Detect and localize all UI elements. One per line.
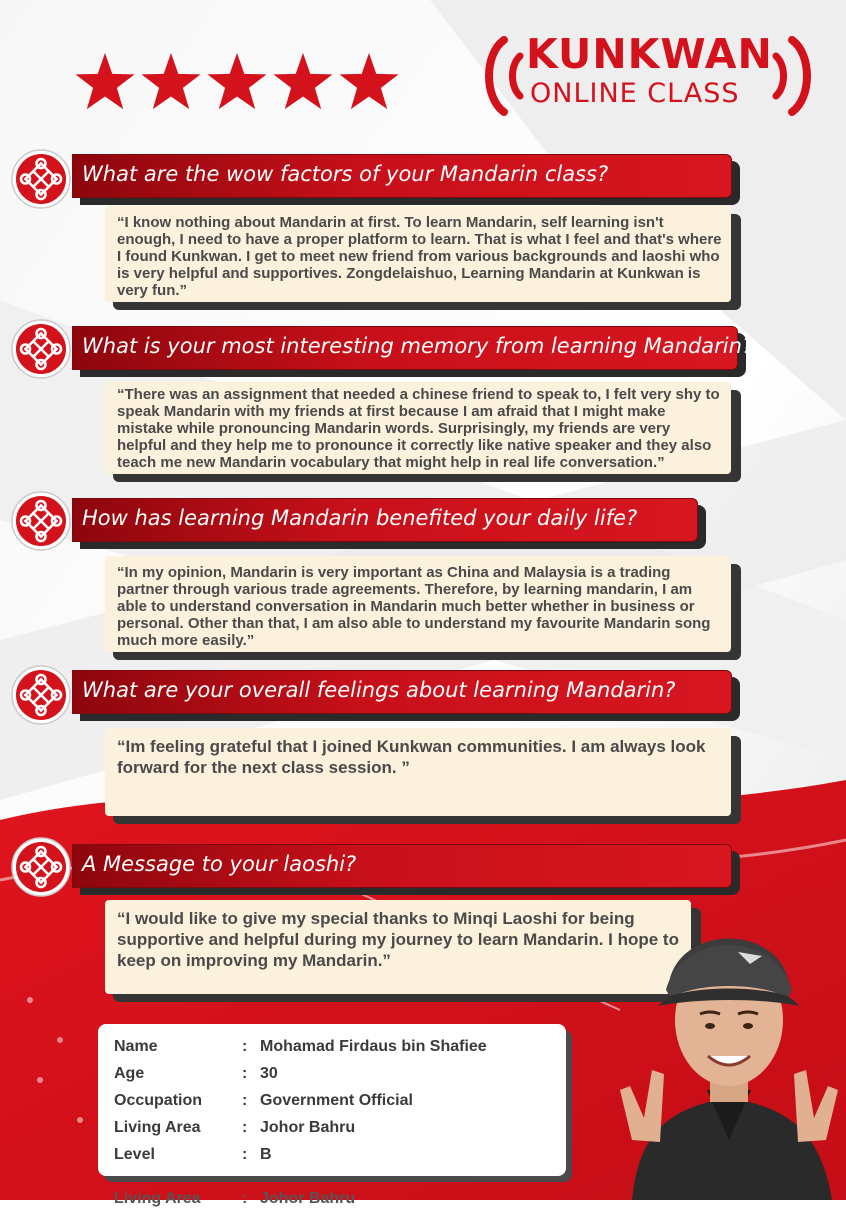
- profile-card: Name : Mohamad Firdaus bin Shafiee Age : 30 Occupation : Government Official Living Area : Johor Bahru Level : B: [98, 1024, 566, 1176]
- answer-text: “I would like to give my special thanks to Minqi Laoshi for being supportive and helpful during my journey to learn Mandarin. I hope to keep on improving my Mandarin.”: [117, 909, 679, 970]
- question-bar: [72, 670, 732, 714]
- answer-text: “I know nothing about Mandarin at first. To learn Mandarin, self learning isn't enough, I need to have a proper platform to learn. That is what I feel and that's where I found Kunkwan. I get to meet new friend from various backgrounds and laoshi who is very helpful and supportives. Zongdelaishuo, Learning Mandarin at Kunkwan is very fun.”: [117, 214, 722, 299]
- student-photo: [612, 890, 846, 1200]
- question-bar: [72, 844, 732, 888]
- answer-text: “Im feeling grateful that I joined Kunkwan communities. I am always look forward for the next class session. ”: [117, 737, 706, 777]
- star-icon: [208, 53, 267, 109]
- answer-text: “There was an assignment that needed a chinese friend to speak to, I felt very shy to speak Mandarin with my friends at first because I am afraid that I might make mistake while pronouncing Mandarin words. Surprisingly, my friends are very helpful and they help me to pronounce it correctly like native speaker and they also teach me new Mandarin vocabulary that might help in real life conversation.”: [117, 386, 720, 471]
- star-icon: [340, 53, 399, 109]
- answer-text: “In my opinion, Mandarin is very important as China and Malaysia is a trading partner through various trade agreements. Therefore, by learning mandarin, I am able to understand conversation in Mandarin much better whether in business or personal. Other than that, I am also able to understand my favourite Mandarin song much more easily.”: [117, 564, 711, 649]
- question-text: What is your most interesting memory from learning Mandarin?: [82, 334, 754, 358]
- answer-box: [105, 206, 731, 302]
- answer-box: [105, 382, 731, 474]
- star-icon: [76, 53, 135, 109]
- logo-title: KUNKWAN: [526, 30, 773, 78]
- answer-box: [105, 556, 731, 652]
- endless-knot-icon: [10, 836, 72, 898]
- answer-box: [105, 900, 691, 994]
- endless-knot-icon: [10, 664, 72, 726]
- star-icon: [142, 53, 201, 109]
- question-text: A Message to your laoshi?: [82, 852, 357, 876]
- question-bar: [72, 326, 754, 370]
- logo-subtitle: ONLINE CLASS: [530, 78, 740, 109]
- endless-knot-icon: [10, 490, 72, 552]
- star-icon: [274, 53, 333, 109]
- question-bar: [72, 498, 698, 542]
- question-text: How has learning Mandarin benefited your daily life?: [82, 506, 638, 530]
- answer-box: [105, 728, 731, 816]
- question-text: What are your overall feelings about learning Mandarin?: [82, 678, 676, 702]
- signal-waves-right-icon: [762, 26, 822, 126]
- kunkwan-logo: [474, 26, 822, 126]
- rating-stars: [72, 50, 402, 114]
- signal-waves-left-icon: [474, 26, 534, 126]
- endless-knot-icon: [10, 148, 72, 210]
- endless-knot-icon: [10, 318, 72, 380]
- question-bar: [72, 154, 732, 198]
- question-text: What are the wow factors of your Mandarin class?: [82, 162, 609, 186]
